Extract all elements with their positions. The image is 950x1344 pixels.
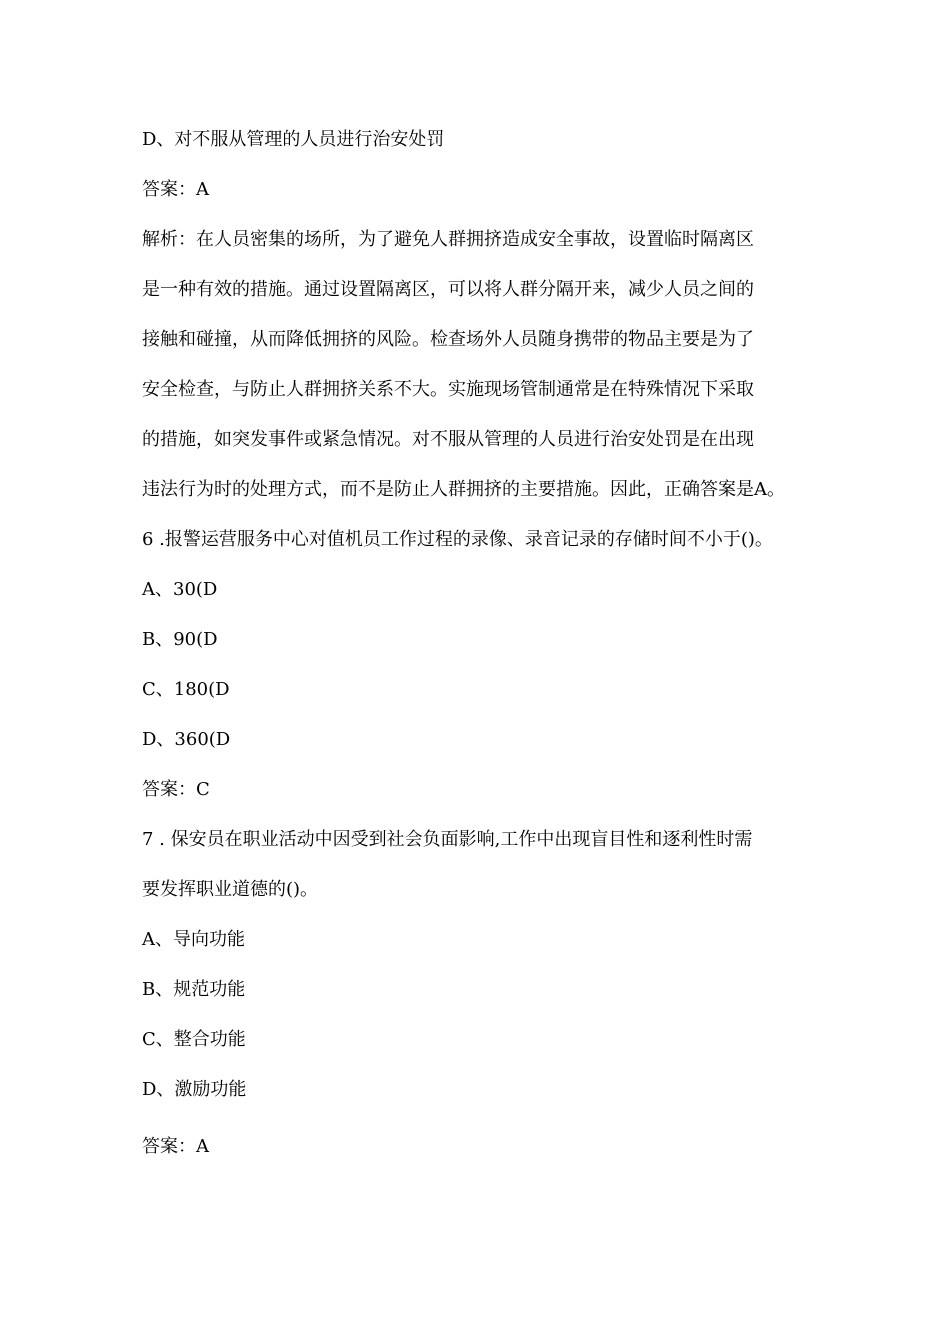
q6-option-b: B、90(D	[142, 629, 218, 650]
q6-option-d: D、360(D	[142, 729, 231, 750]
q6-option-a: A、30(D	[142, 579, 218, 600]
q7-question-line-2: 要发挥职业道德的()。	[142, 879, 319, 900]
q7-option-c: C、整合功能	[142, 1029, 246, 1050]
q6-question: 6 .报警运营服务中心对值机员工作过程的录像、录音记录的存储时间不小于()。	[142, 529, 773, 550]
q7-option-a: A、导向功能	[142, 929, 245, 950]
q7-question-line-1: 7 . 保安员在职业活动中因受到社会负面影响,工作中出现盲目性和逐利性时需	[142, 829, 753, 850]
q5-explanation-line-4: 安全检查，与防止人群拥挤关系不大。实施现场管制通常是在特殊情况下采取	[142, 379, 754, 400]
q5-answer: 答案：A	[142, 179, 209, 200]
q7-option-b: B、规范功能	[142, 979, 246, 1000]
q7-answer: 答案：A	[142, 1136, 209, 1157]
q5-option-d: D、对不服从管理的人员进行治安处罚	[142, 129, 445, 150]
q5-explanation-line-1: 解析：在人员密集的场所，为了避免人群拥挤造成安全事故，设置临时隔离区	[142, 229, 754, 250]
q7-option-d: D、激励功能	[142, 1079, 247, 1100]
q5-explanation-line-6: 违法行为时的处理方式，而不是防止人群拥挤的主要措施。因此，正确答案是A。	[142, 479, 785, 500]
q6-answer: 答案：C	[142, 779, 210, 800]
q6-option-c: C、180(D	[142, 679, 230, 700]
q5-explanation-line-3: 接触和碰撞，从而降低拥挤的风险。检查场外人员随身携带的物品主要是为了	[142, 329, 754, 350]
q5-explanation-line-5: 的措施，如突发事件或紧急情况。对不服从管理的人员进行治安处罚是在出现	[142, 429, 754, 450]
q5-explanation-line-2: 是一种有效的措施。通过设置隔离区，可以将人群分隔开来，减少人员之间的	[142, 279, 754, 300]
